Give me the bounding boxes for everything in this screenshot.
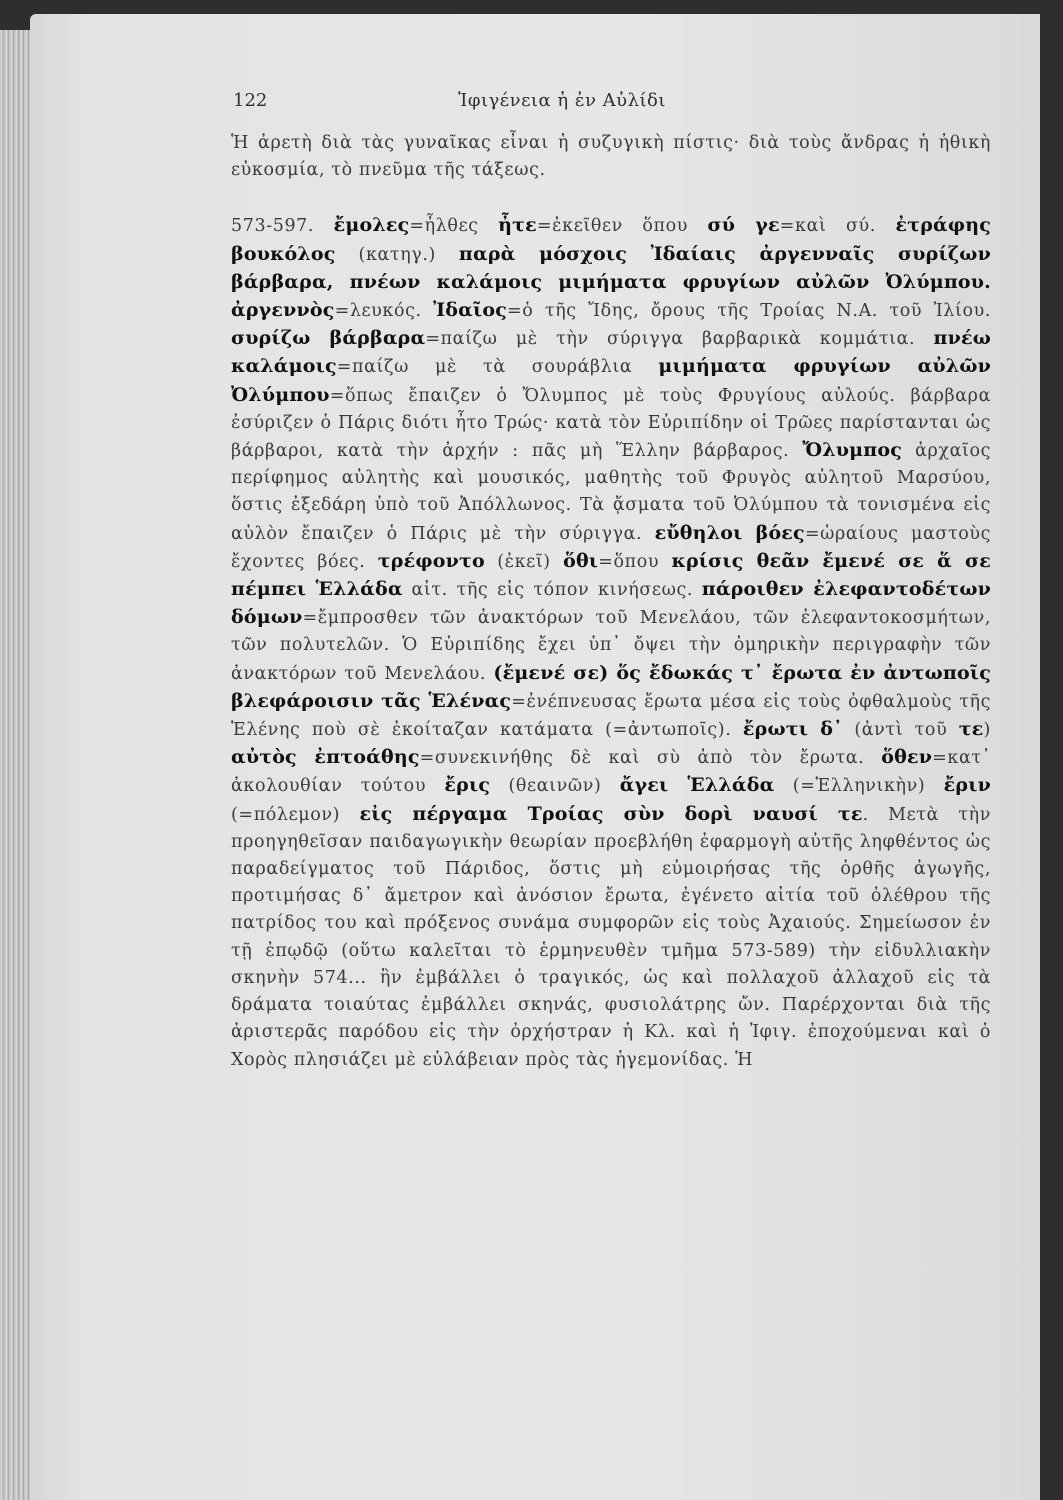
gloss-text: (=πόλεμον) (231, 804, 360, 825)
lemma-text: (ἔμενέ σε) ὅς ἔδωκάς τ᾽ ἔρωτα ἐν ἀντωποῖς βλεφάροισιν τᾶς Ἑλένας (231, 661, 991, 712)
gloss-text: . Μετὰ τὴν προηγηθεῖσαν παιδαγωγικὴν θεωρίαν προεβλήθη ἐφαρμογὴ αὐτῆς ληφθέντος ὡς παραδείγματος τοῦ Πάριδος, ὅστις μὴ εὐμοιρήσας τῆς ὀρθῆς ἀγωγῆς, προτιμήσας δ᾽ ἄμετρον καὶ ἀνόσιον ἔρωτα, ἐγένετο αἰτία τοῦ ὀλέθρου τῆς πατρίδος του καὶ πρόξενος συνάμα συμφορῶν εἰς τοὺς Ἀχαιούς. Σημείωσον ἐν τῇ ἐπῳδῷ (οὕτω καλεῖται τὸ ἑρμηνευθὲν τμῆμα 573-589) τὴν εἰδυλλιακὴν σκηνὴν 574... ἣν ἐμβάλλει ὁ τραγικός, ὡς καὶ πολλαχοῦ ἀλλαχοῦ εἰς τὰ δράματα τοιαύτας ἐμβάλλει σκηνάς, φυσιολάτρης ὤν. Παρέρχονται διὰ τῆς ἀριστερᾶς παρόδου εἰς τὴν ὀρχήστραν ἡ Κλ. καὶ ἡ Ἰφιγ. ἐποχούμεναι καὶ ὁ Χορὸς πλησιάζει μὲ εὐλάβειαν πρὸς τὰς ἡγεμονίδας. Ἡ (231, 804, 991, 1070)
gloss-text: =καὶ σύ. (779, 216, 896, 237)
page-header (0, 90, 1063, 120)
gloss-text: =παίζω μὲ τὴν σύριγγα βαρβαρικὰ κομμάτια. (425, 329, 934, 350)
page-stack-edge (0, 30, 34, 1500)
gloss-text: (ἐκεῖ) (484, 551, 564, 572)
gloss-text: =ἐκεῖθεν ὅπου (536, 216, 708, 237)
running-title: Ἰφιγένεια ἡ ἐν Αὐλίδι (458, 90, 666, 111)
lemma-text: εἰς πέργαμα Τροίας σὺν δορὶ ναυσί τε (359, 802, 863, 825)
lemma-text: Ἰδαῖος (433, 299, 508, 322)
gloss-text: =ὅπως ἔπαιζεν ὁ Ὄλυμπος μὲ τοὺς Φρυγίους αὐλούς. βάρβαρα ἐσύριζεν ὁ Πάρις διότι ἦτο Τρώς· κατὰ τὸν Εὐριπίδην οἱ Τρῶες παρίστανται ὡς βάρβαροι, κατὰ τὴν ἀρχήν : πᾶς μὴ Ἕλλην βάρβαρος. (231, 385, 991, 462)
lemma-text: ἔρωτι δ᾽ (742, 718, 843, 741)
lemma-text: Ὄλυμπος (802, 439, 902, 462)
lemma-text: πάροιθεν ἐλεφαντοδέτων δόμων (231, 578, 991, 629)
gloss-text: =ἐνέπνευσας ἔρωτα μέσα εἰς τοὺς ὀφθαλμοὺς τῆς Ἑλένης ποὺ σὲ ἐκοίταζαν κατάματα (=ἀντωποῖς). (231, 691, 991, 741)
lemma-text: ἦτε (498, 214, 537, 237)
gloss-text: =λευκός. (334, 301, 434, 322)
gloss-text: (=Ἑλληνικὴν) (774, 776, 944, 797)
gloss-text: (θεαινῶν) (490, 776, 620, 797)
gloss-text: =ἦλθες (409, 216, 499, 237)
intro-paragraph: Ἡ ἀρετὴ διὰ τὰς γυναῖκας εἶναι ἡ συζυγικὴ πίστις· διὰ τοὺς ἄνδρας ἡ ἠθικὴ εὐκοσμία, τὸ πνεῦμα τῆς τάξεως. (231, 133, 991, 181)
gloss-text: ) (983, 720, 991, 741)
gloss-text: =συνεκινήθης δὲ καὶ σὺ ἀπὸ τὸν ἔρωτα. (419, 748, 882, 769)
lemma-text: ὅθι (563, 549, 599, 572)
page-body (231, 130, 991, 1074)
lemma-text: κρίσις θεᾶν ἔμενέ σε ἅ σε πέμπει Ἑλλάδα (231, 549, 991, 601)
gloss-text: =ἔμπροσθεν τῶν ἀνακτόρων τοῦ Μενελάου, τῶν ἐλεφαντοκοσμήτων, τῶν πολυτελῶν. Ὁ Εὐριπίδης ἔχει ὑπ᾽ ὄψει τὴν ὁμηρικὴν περιγραφὴν τῶν ἀνακτόρων τοῦ Μενελάου. (231, 608, 991, 684)
lemma-text: ἐτράφης βουκόλος (231, 214, 992, 265)
gloss-text: =ὅπου (598, 551, 672, 572)
gloss-text: (ἀντὶ τοῦ (842, 720, 959, 741)
gloss-text: 573-597. (231, 216, 334, 237)
lemma-text: ἔριν (943, 774, 991, 797)
lemma-text: παρὰ μόσχοις Ἰδαίαις ἀργενναῖς συρίζων βάρβαρα, πνέων καλάμοις μιμήματα φρυγίων αὐλῶν Ὀλύμπου. ἀργεννὸς (231, 242, 991, 322)
lemma-text: ἔρις (444, 774, 491, 797)
lemma-text: συρίζω βάρβαρα (231, 327, 426, 350)
lemma-text: τρέφοντο (377, 549, 485, 572)
gloss-text: (κατηγ.) (335, 244, 459, 265)
commentary-paragraph (231, 212, 991, 1073)
lemma-text: τε (958, 718, 984, 741)
lemma-text: πνέω καλάμοις (231, 327, 991, 378)
lemma-text: σύ γε (707, 214, 780, 237)
gloss-text: =ὡραίους μαστοὺς ἔχοντες βόες. (231, 523, 992, 572)
lemma-text: αὐτὸς ἐπτοάθης (231, 746, 420, 769)
lemma-text: εὔθηλοι βόες (654, 521, 805, 544)
gloss-text: =ὁ τῆς Ἴδης, ὄρους τῆς Τροίας Ν.Α. τοῦ Ἰλίου. (507, 301, 991, 322)
gloss-text: =κατ᾽ ἀκολουθίαν τούτου (231, 748, 991, 797)
lemma-text: μιμήματα φρυγίων αὐλῶν Ὀλύμπου (231, 355, 991, 406)
lemma-text: ὅθεν (881, 746, 933, 769)
page-number: 122 (233, 90, 268, 111)
lemma-text: ἄγει Ἑλλάδα (619, 774, 775, 797)
gloss-text: ἀρχαῖος περίφημος αὐλητὴς καὶ μουσικός, μαθητὴς τοῦ Φρυγὸς αὐλητοῦ Μαρσύου, ὅστις ἐξεδάρη ὑπὸ τοῦ Ἀπόλλωνος. Τὰ ᾄσματα τοῦ Ὀλύμπου τὰ τονισμένα εἰς αὐλὸν ἔπαιζεν ὁ Πάρις μὲ τὴν σύριγγα. (231, 441, 992, 544)
lemma-text: ἔμολες (333, 214, 410, 237)
gloss-text: =παίζω μὲ τὰ σουράβλια (336, 357, 659, 378)
gloss-text: αἰτ. τῆς εἰς τόπον κινήσεως. (402, 580, 702, 601)
